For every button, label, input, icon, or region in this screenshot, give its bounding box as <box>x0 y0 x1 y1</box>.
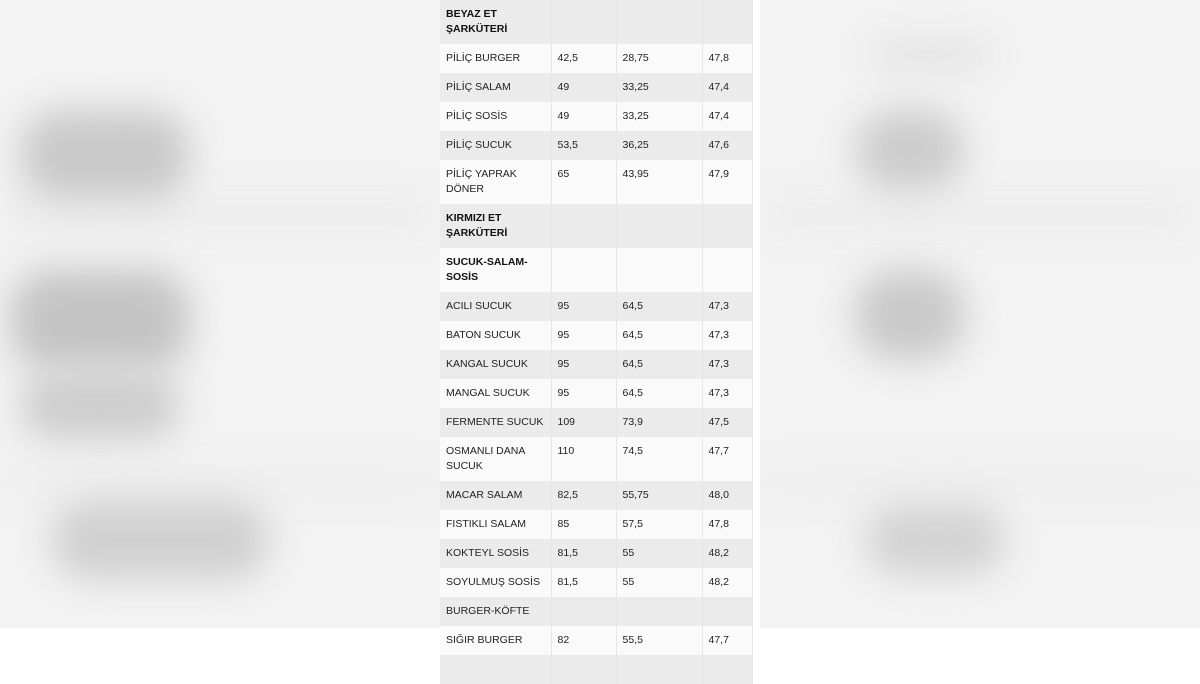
value-cell <box>551 597 616 626</box>
product-name-cell: MACAR SALAM <box>440 481 551 510</box>
table-row <box>440 131 752 160</box>
value-cell: 42,5 <box>551 44 616 73</box>
value-cell <box>616 0 702 44</box>
value-cell: 49 <box>551 102 616 131</box>
product-name-cell: ACILI SUCUK <box>440 292 551 321</box>
value-cell: 48,2 <box>702 539 752 568</box>
product-name-cell: BATON SUCUK <box>440 321 551 350</box>
product-name-cell: MANGAL SUCUK <box>440 379 551 408</box>
value-cell: 49 <box>551 73 616 102</box>
value-cell: 33,25 <box>616 102 702 131</box>
table-row <box>440 655 752 684</box>
value-cell: 28,75 <box>616 44 702 73</box>
product-name-cell: PİLİÇ SOSİS <box>440 102 551 131</box>
value-cell: 48,0 <box>702 481 752 510</box>
price-table-container <box>440 0 752 646</box>
value-cell <box>702 597 752 626</box>
table-row <box>440 321 752 350</box>
value-cell: 43,95 <box>616 160 702 204</box>
table-row <box>440 102 752 131</box>
value-cell: 95 <box>551 379 616 408</box>
product-name-cell: KIRMIZI ET ŞARKÜTERİ <box>440 204 551 248</box>
table-row <box>440 408 752 437</box>
value-cell: 55,75 <box>616 481 702 510</box>
value-cell: 47,4 <box>702 73 752 102</box>
value-cell <box>702 0 752 44</box>
value-cell <box>702 655 752 684</box>
product-name-cell: SIĞIR BURGER <box>440 626 551 655</box>
table-row <box>440 160 752 204</box>
value-cell: 82,5 <box>551 481 616 510</box>
value-cell: 85 <box>551 510 616 539</box>
value-cell: 64,5 <box>616 350 702 379</box>
table-row <box>440 481 752 510</box>
table-row <box>440 73 752 102</box>
value-cell: 95 <box>551 321 616 350</box>
product-name-cell: BURGER-KÖFTE <box>440 597 551 626</box>
value-cell: 55,5 <box>616 626 702 655</box>
panel-divider <box>752 0 760 628</box>
value-cell: 47,8 <box>702 44 752 73</box>
value-cell <box>616 248 702 292</box>
value-cell: 47,8 <box>702 510 752 539</box>
value-cell <box>551 248 616 292</box>
value-cell: 36,25 <box>616 131 702 160</box>
table-row <box>440 350 752 379</box>
value-cell: 110 <box>551 437 616 481</box>
value-cell: 47,3 <box>702 379 752 408</box>
value-cell: 47,3 <box>702 321 752 350</box>
product-name-cell: KANGAL SUCUK <box>440 350 551 379</box>
value-cell: 82 <box>551 626 616 655</box>
value-cell: 48,2 <box>702 568 752 597</box>
product-name-cell: SUCUK-SALAM-SOSİS <box>440 248 551 292</box>
value-cell: 74,5 <box>616 437 702 481</box>
table-row <box>440 568 752 597</box>
product-name-cell: PİLİÇ YAPRAK DÖNER <box>440 160 551 204</box>
table-section-row <box>440 204 752 248</box>
value-cell: 109 <box>551 408 616 437</box>
table-row <box>440 379 752 408</box>
value-cell: 64,5 <box>616 321 702 350</box>
value-cell: 65 <box>551 160 616 204</box>
product-name-cell <box>440 655 551 684</box>
product-name-cell: FISTIKLI SALAM <box>440 510 551 539</box>
value-cell: 95 <box>551 292 616 321</box>
value-cell: 47,3 <box>702 292 752 321</box>
product-name-cell: FERMENTE SUCUK <box>440 408 551 437</box>
table-section-row <box>440 0 752 44</box>
value-cell: 55 <box>616 568 702 597</box>
table-row <box>440 510 752 539</box>
value-cell: 64,5 <box>616 292 702 321</box>
value-cell: 64,5 <box>616 379 702 408</box>
blurred-right-panel <box>760 0 1200 628</box>
table-row <box>440 437 752 481</box>
product-name-cell: BEYAZ ET ŞARKÜTERİ <box>440 0 551 44</box>
product-name-cell: OSMANLI DANA SUCUK <box>440 437 551 481</box>
value-cell: 81,5 <box>551 568 616 597</box>
value-cell: 47,9 <box>702 160 752 204</box>
product-name-cell: PİLİÇ SALAM <box>440 73 551 102</box>
value-cell: 73,9 <box>616 408 702 437</box>
value-cell <box>702 248 752 292</box>
value-cell: 33,25 <box>616 73 702 102</box>
value-cell <box>551 204 616 248</box>
value-cell <box>551 655 616 684</box>
table-row <box>440 597 752 626</box>
table-row <box>440 539 752 568</box>
value-cell <box>551 0 616 44</box>
value-cell: 47,6 <box>702 131 752 160</box>
blurred-left-panel <box>0 0 440 628</box>
value-cell: 55 <box>616 539 702 568</box>
table-row <box>440 292 752 321</box>
value-cell <box>616 655 702 684</box>
value-cell <box>616 597 702 626</box>
value-cell: 47,4 <box>702 102 752 131</box>
value-cell: 47,5 <box>702 408 752 437</box>
value-cell: 53,5 <box>551 131 616 160</box>
product-name-cell: KOKTEYL SOSİS <box>440 539 551 568</box>
product-name-cell: SOYULMUŞ SOSİS <box>440 568 551 597</box>
value-cell: 95 <box>551 350 616 379</box>
product-name-cell: PİLİÇ SUCUK <box>440 131 551 160</box>
value-cell: 47,3 <box>702 350 752 379</box>
table-row <box>440 626 752 655</box>
value-cell: 57,5 <box>616 510 702 539</box>
value-cell <box>702 204 752 248</box>
value-cell: 47,7 <box>702 626 752 655</box>
table-row <box>440 44 752 73</box>
value-cell: 47,7 <box>702 437 752 481</box>
price-table <box>440 0 753 684</box>
value-cell: 81,5 <box>551 539 616 568</box>
table-section-row <box>440 248 752 292</box>
product-name-cell: PİLİÇ BURGER <box>440 44 551 73</box>
value-cell <box>616 204 702 248</box>
